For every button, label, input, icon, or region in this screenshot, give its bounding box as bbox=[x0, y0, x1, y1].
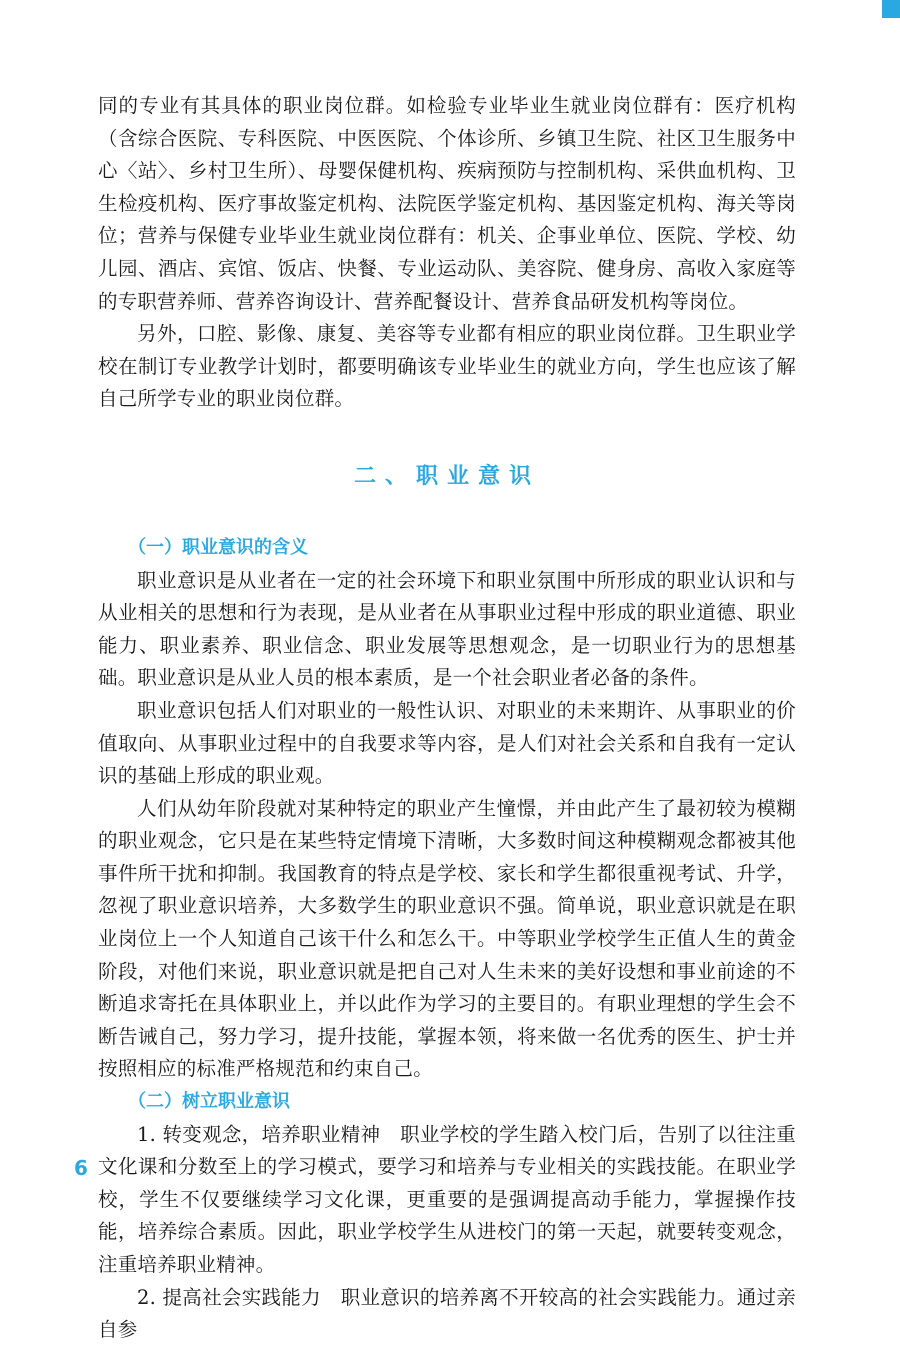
section-title: 二、职业意识 bbox=[353, 463, 540, 489]
paragraph-development: 人们从幼年阶段就对某种特定的职业产生憧憬，并由此产生了最初较为模糊的职业观念，它只是在某些特定情境下清晰，大多数时间这种模糊观念都被其他事件所干扰和抑制。我国教育的特点是学校、家长和学生都很重视考试、升学，忽视了职业意识培养，大多数学生的职业意识不强。简单说，职业意识就是在职业岗位上一个人知道自己该干什么和怎么干。中等职业学校学生正值人生的黄金阶段，对他们来说，职业意识就是把自己对人生未来的美好设想和事业前途的不断追求寄托在具体职业上，并以此作为学习的主要目的。有职业理想的学生会不断告诫自己，努力学习，提升技能，掌握本领，将来做一名优秀的医生、护士并按照相应的标准严格规范和约束自己。 bbox=[98, 796, 796, 1081]
subsection-title-establish: （二）树立职业意识 bbox=[128, 1091, 290, 1113]
corner-color-tab bbox=[882, 0, 900, 18]
paragraph-other-majors: 另外，口腔、影像、康复、美容等专业都有相应的职业岗位群。卫生职业学校在制订专业教学计划时，都要明确该专业毕业生的就业方向，学生也应该了解自己所学专业的职业岗位群。 bbox=[98, 322, 796, 411]
paragraph-definition: 职业意识是从业者在一定的社会环境下和职业氛围中所形成的职业认识和与从业相关的思想和行为表现，是从业者在从事职业过程中形成的职业道德、职业能力、职业素养、职业信念、职业发展等思想观念，是一切职业行为的思想基础。职业意识是从业人员的根本素质，是一个社会职业者必备的条件。 bbox=[98, 568, 796, 690]
paragraph-contents: 职业意识包括人们对职业的一般性认识、对职业的未来期许、从事职业的价值取向、从事职业过程中的自我要求等内容，是人们对社会关系和自我有一定认识的基础上形成的职业观。 bbox=[98, 698, 796, 788]
subsection-title-meaning: （一）职业意识的含义 bbox=[128, 536, 308, 558]
paragraph-job-groups: 同的专业有其具体的职业岗位群。如检验专业毕业生就业岗位群有：医疗机构（含综合医院、专科医院、中医医院、个体诊所、乡镇卫生院、社区卫生服务中心〈站〉、乡村卫生所）、母婴保健机构、疾病预防与控制机构、采供血机构、卫生检疫机构、医疗事故鉴定机构、法院医学鉴定机构、基因鉴定机构、海关等岗位；营养与保健专业毕业生就业岗位群有：机关、企事业单位、医院、学校、幼儿园、酒店、宾馆、饭店、快餐、专业运动队、美容院、健身房、高收入家庭等的专职营养师、营养咨询设计、营养配餐设计、营养食品研发机构等岗位。 bbox=[98, 94, 796, 313]
page-content bbox=[98, 90, 796, 1347]
paragraph-point-2: 2. 提高社会实践能力 职业意识的培养离不开较高的社会实践能力。通过亲自参 bbox=[98, 1285, 796, 1342]
page-number: 6 bbox=[74, 1156, 88, 1180]
paragraph-point-1: 1. 转变观念，培养职业精神 职业学校的学生踏入校门后，告别了以往注重文化课和分数至上的学习模式，要学习和培养与专业相关的实践技能。在职业学校，学生不仅要继续学习文化课，更重要的是强调提高动手能力，掌握操作技能，培养综合素质。因此，职业学校学生从进校门的第一天起，就要转变观念，注重培养职业精神。 bbox=[98, 1122, 796, 1276]
